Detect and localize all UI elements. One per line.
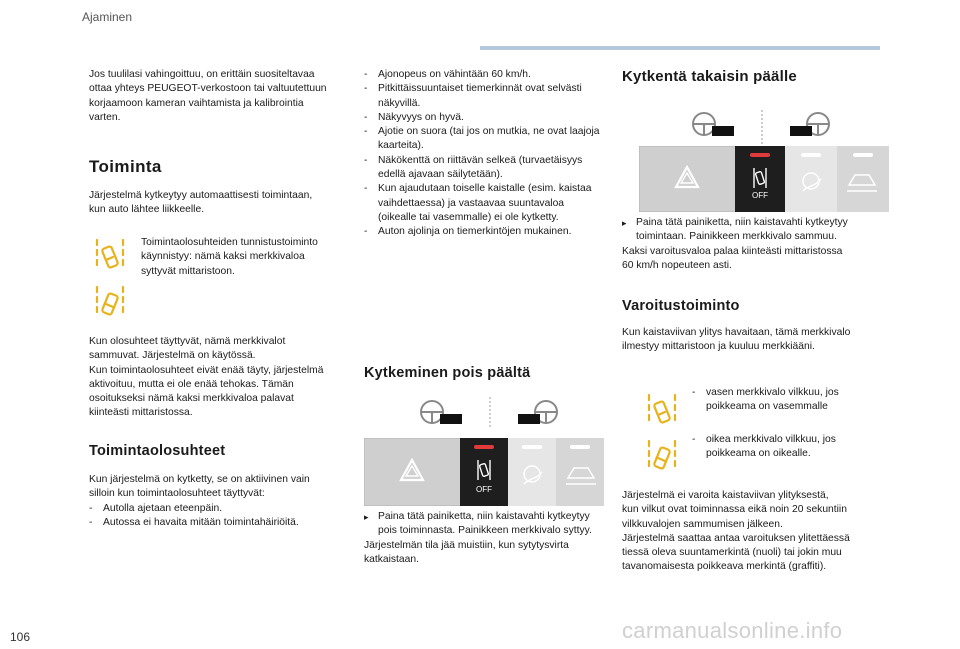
heading-varoitustoiminto: Varoitustoiminto	[622, 298, 740, 314]
heading-toiminta: Toiminta	[89, 157, 162, 176]
lane-assist-button-panel[interactable]	[364, 438, 604, 506]
off-label-2: OFF	[752, 191, 768, 200]
lane-assist-button-panel-2[interactable]	[639, 146, 889, 212]
list-item: - Ajotie on suora (tai jos on mutkia, ne ovat laajoja kaarteita).	[364, 126, 600, 152]
lane-departure-right-warning-icon	[645, 437, 679, 475]
lane-departure-icon	[93, 236, 127, 274]
arrow-icon: ▸	[622, 218, 627, 228]
toiminta-text: Järjestelmä kytkeytyy automaattisesti toimintaan, kun auto lähtee liikkeelle.	[89, 190, 313, 216]
varoitus-text: Kun kaistaviivan ylitys havaitaan, tämä merkkivalo ilmestyy mittaristoon ja kuuluu merkkiääni.	[622, 327, 851, 353]
list-item: - Kun ajaudutaan toiselle kaistalle (esim. kaistaa vaihdettaessa) ja vastaavaa suuntavaloa (oikealle tai vasemmalle) ei ole kytketty.	[364, 183, 592, 223]
list-item: - Ajonopeus on vähintään 60 km/h.	[364, 69, 531, 80]
conditions-text: Kun olosuhteet täyttyvät, nämä merkkivalot sammuvat. Järjestelmä on käytössä. Kun toimintaolosuhteet eivät enää täyty, järjestelmä aktivoituu, mutta ei ole enää tehokas. Tämän osoitukseksi nämä kaksi merkkivaloa palavat kiinteästi mittaristossa.	[89, 336, 324, 419]
pois-bullet: ▸ Paina tätä painiketta, niin kaistavahti kytkeytyy pois toiminnasta. Painikkeen merkkivalo syttyy. Järjestelmän tila jää muistiin, kun sytytysvirta katkaistaan.	[364, 511, 592, 565]
lane-departure-left-warning-icon	[645, 391, 679, 429]
list-item: - Näkökenttä on riittävän selkeä (turvaetäisyys edellä ajavaan säilytetään).	[364, 154, 583, 181]
list-item: - Autossa ei havaita mitään toimintahäiriöitä.	[89, 517, 299, 529]
page-number: 106	[10, 630, 31, 644]
list-item: - Autolla ajetaan eteenpäin.	[89, 503, 223, 514]
intro-text: Jos tuulilasi vahingoittuu, on erittäin suositeltavaa ottaa yhteys PEUGEOT-verkostoon tai valtuutettuun korjaamoon kameran vaihtamista ja kalibrointia varten.	[89, 69, 327, 123]
header-bar	[480, 46, 880, 50]
heading-pois-paalta: Kytkeminen pois päältä	[364, 365, 531, 381]
watermark: carmanualsonline.info	[622, 618, 843, 643]
icon-note: Toimintaolosuhteiden tunnistustoiminto käynnistyy: nämä kaksi merkkivaloa syttyvät mittaristoon.	[141, 237, 318, 277]
section-header: Ajaminen	[82, 10, 133, 24]
list-item: - Auton ajolinja on tiemerkintöjen mukainen.	[364, 226, 572, 238]
left-warning: - vasen merkkivalo vilkkuu, jos poikkeama on vasemmalle	[692, 387, 839, 413]
heading-toimintaolosuhteet: Toimintaolosuhteet	[89, 443, 226, 459]
lane-departure-right-icon	[93, 283, 127, 321]
olosuhteet-list	[89, 502, 339, 531]
arrow-icon: ▸	[364, 512, 369, 522]
list-item: - Pitkittäissuuntaiset tiemerkinnät ovat selvästi näkyvillä.	[364, 83, 582, 109]
steering-switch-icon-2	[682, 110, 842, 146]
olosuhteet-text: Kun järjestelmä on kytketty, se on aktiivinen vain silloin kun toimintaolosuhteet täyttyvät:	[89, 474, 310, 500]
conditions-list	[364, 68, 619, 240]
final-text: Järjestelmä ei varoita kaistaviivan ylityksestä, kun vilkut ovat toiminnassa eikä noin 20 sekuntiin vilkkuvalojen sammumisen jälkeen. Järjestelmä saattaa antaa varoituksen ylitettäessä tiessä oleva suuntamerkintä (nuoli) tai jokin muu tavanomaisesta poikkeava merkintä (graffiti).	[622, 490, 850, 573]
off-label: OFF	[476, 485, 492, 494]
heading-takaisin-paalle: Kytkentä takaisin päälle	[622, 68, 797, 85]
steering-switch-icon	[410, 395, 570, 431]
right-warning: - oikea merkkivalo vilkkuu, jos poikkeama on oikealle.	[692, 434, 836, 460]
list-item: - Näkyvyys on hyvä.	[364, 111, 464, 123]
paalle-bullet: ▸ Paina tätä painiketta, niin kaistavahti kytkeytyy toimintaan. Painikkeen merkkivalo sammuu. Kaksi varoitusvaloa palaa kiinteästi mittaristossa 60 km/h nopeuteen asti.	[622, 217, 848, 271]
